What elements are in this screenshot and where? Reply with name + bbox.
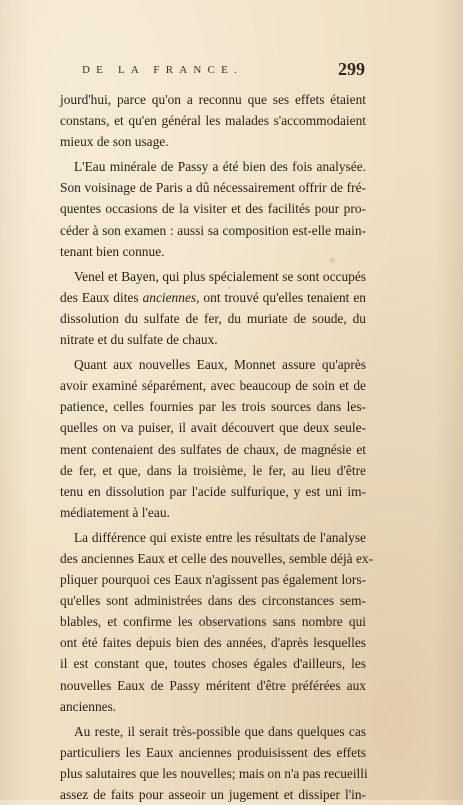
paragraph — [60, 721, 366, 805]
text-line: des anciennes Eaux et celle des nouvelles, semble déjà ex- — [60, 550, 374, 566]
text-line: Au reste, il serait très-possible que dans quelques cas — [74, 723, 366, 739]
text-line: ont été faites depuis bien des années, d'après lesquelles — [60, 635, 366, 651]
text-line: jourd'hui, parce qu'on a reconnu que ses effets étaient — [60, 92, 366, 107]
text-line: ment contenaient des sulfates de chaux, de magnésie et — [60, 441, 366, 457]
text-line: plus salutaires que les nouvelles; mais on n'a pas recueilli — [60, 765, 368, 781]
text-line: pliquer pourquoi ces Eaux n'agissent pas également lors- — [60, 572, 366, 588]
text-line: dissolution du sulfate de fer, du muriate de soude, du — [60, 310, 366, 326]
text-line: quelles on va puiser, il avait découvert que deux seule- — [60, 420, 366, 436]
page-header — [0, 59, 463, 86]
text-line: médiatement à l'eau. — [60, 504, 170, 520]
text-line: anciennes. — [60, 698, 117, 714]
body-text — [60, 89, 374, 805]
page-number: 299 — [338, 59, 365, 79]
text-line: avoir examiné séparément, avec beaucoup de soin et de — [60, 378, 366, 394]
text-line: Venel et Bayen, qui plus spécialement se sont occupés — [74, 268, 366, 284]
text-line: constans, et qu'en général les malades s'accommodaient — [60, 113, 366, 129]
text-line: assez de faits pour asseoir un jugement et dissiper l'in- — [60, 787, 366, 802]
paragraph — [60, 156, 366, 261]
paragraph — [60, 89, 366, 152]
text-line: tenu en dissolution par l'acide sulfurique, y est uni im- — [60, 483, 366, 499]
text-line: L'Eau minérale de Passy a été bien des fois analysée. — [74, 159, 366, 175]
text-line: quentes occasions de la visiter et des facilités pour pro- — [60, 201, 366, 217]
text-line: blables, et confirme les observations sans nombre qui — [60, 614, 366, 630]
italic-word: anciennes — [142, 289, 197, 305]
text-line: tenant bien connue. — [60, 243, 165, 259]
paragraph — [60, 266, 366, 350]
text-line: de fer, et que, dans la troisième, le fer, au lieu d'être — [60, 462, 366, 478]
text-line: il est constant que, toutes choses égales d'ailleurs, les — [60, 656, 366, 672]
text-line: nouvelles Eaux de Passy méritent d'être préférées aux — [60, 677, 366, 693]
text-line: Son voisinage de Paris a dû nécessairement offrir de fré- — [60, 180, 366, 196]
text-line: qu'elles sont administrées dans des circonstances sem- — [60, 593, 366, 609]
paragraph — [60, 527, 374, 717]
text-line: patience, celles fournies par les trois sources dans les- — [60, 399, 366, 415]
text-line: Quant aux nouvelles Eaux, Monnet assure qu'après — [74, 357, 366, 373]
text-line: céder à son examen : aussi sa composition est-elle main- — [60, 222, 366, 238]
text-line: La différence qui existe entre les résultats de l'analyse — [74, 529, 366, 545]
text-line: particuliers les Eaux anciennes produisissent des effets — [60, 744, 366, 760]
text-line: des Eaux dites anciennes, ont trouvé qu'elles tenaient en — [60, 289, 366, 305]
text-line: mieux de son usage. — [60, 134, 169, 150]
text-line: nitrate et du sulfate de chaux. — [60, 332, 218, 348]
running-head: DE LA FRANCE. — [82, 64, 243, 76]
paragraph — [60, 354, 366, 523]
